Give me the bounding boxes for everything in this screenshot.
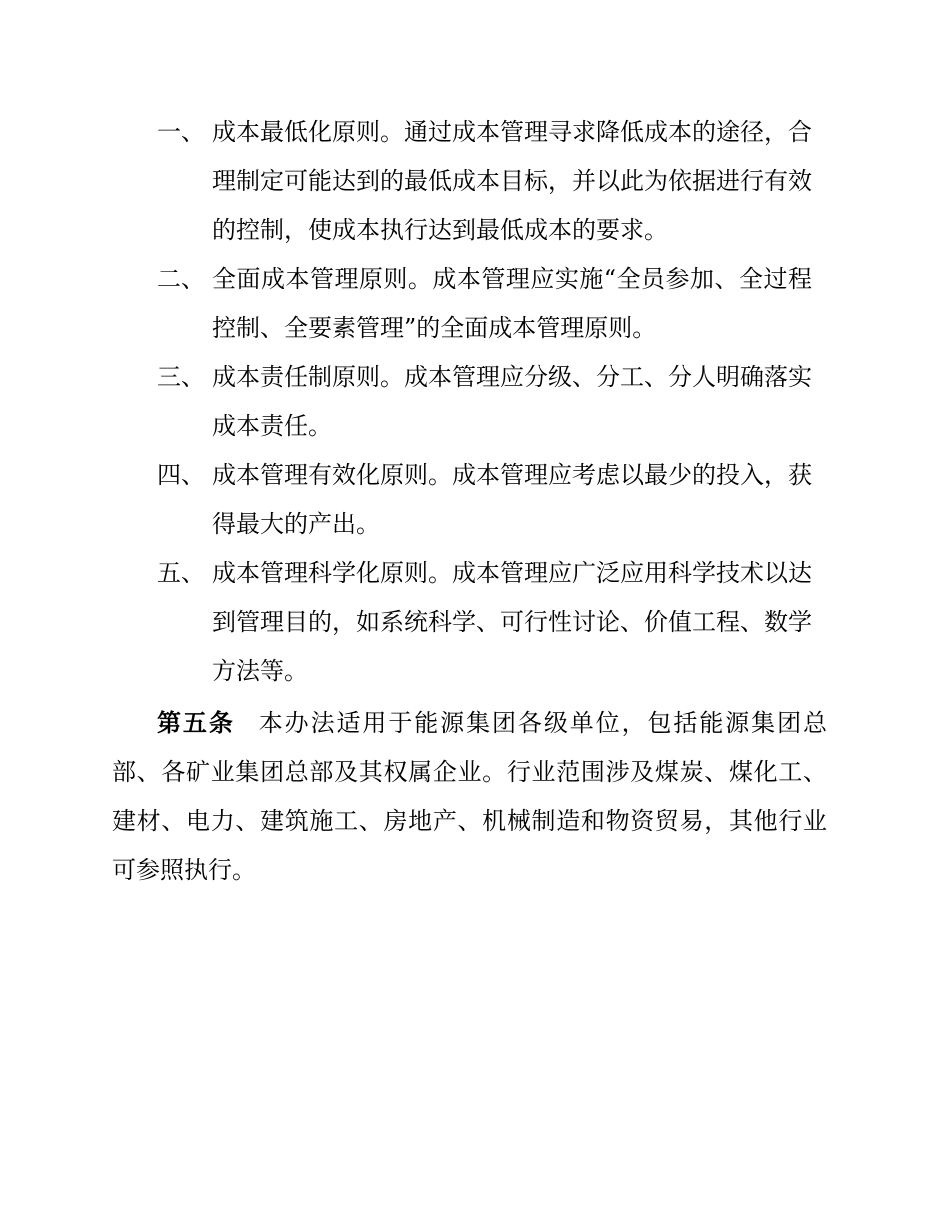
principle-text: 成本管理有效化原则。成本管理应考虑以最少的投入，获得最大的产出。 [212, 461, 812, 538]
principle-marker: 四、 [157, 461, 205, 489]
principle-text: 成本最低化原则。通过成本管理寻求降低成本的途径，合理制定可能达到的最低成本目标，并以此为依据进行有效的控制，使成本执行达到最低成本的要求。 [212, 118, 812, 244]
principle-marker: 二、 [157, 265, 205, 293]
principle-item-4 [157, 451, 837, 549]
principle-text: 全面成本管理原则。成本管理应实施“全员参加、全过程控制、全要素管理”的全面成本管理原则。 [212, 265, 812, 342]
principle-marker: 三、 [157, 363, 205, 391]
principle-list [157, 108, 837, 696]
principle-text: 成本责任制原则。成本管理应分级、分工、分人明确落实成本责任。 [212, 363, 812, 440]
principle-marker: 一、 [157, 118, 205, 146]
principle-text: 成本管理科学化原则。成本管理应广泛应用科学技术以达到管理目的，如系统科学、可行性讨论、价值工程、数学方法等。 [212, 559, 812, 685]
principle-item-1 [157, 108, 837, 255]
article-five-paragraph [112, 698, 827, 895]
principle-item-5 [157, 549, 837, 696]
article-label: 第五条 [157, 708, 235, 737]
principle-marker: 五、 [157, 559, 205, 587]
principle-item-3 [157, 353, 837, 451]
article-text: 本办法适用于能源集团各级单位，包括能源集团总部、各矿业集团总部及其权属企业。行业范围涉及煤炭、煤化工、建材、电力、建筑施工、房地产、机械制造和物资贸易，其他行业可参照执行。 [112, 709, 827, 884]
principle-item-2 [157, 255, 837, 353]
